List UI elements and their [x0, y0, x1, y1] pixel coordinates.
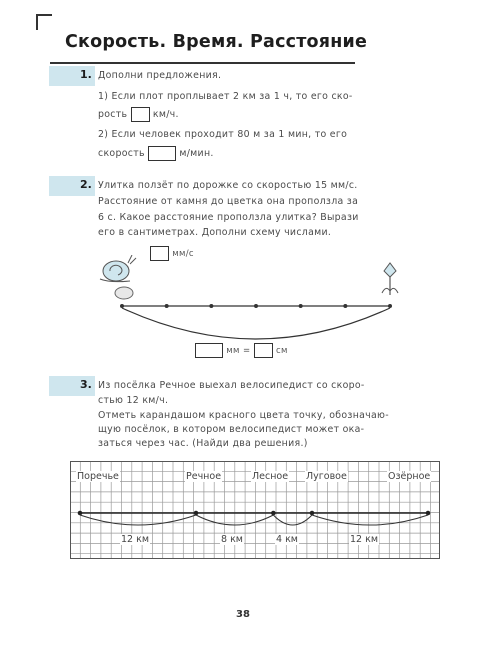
flower-icon: [382, 263, 398, 295]
distance-arc: [80, 515, 196, 525]
distance-arc: [273, 515, 312, 525]
page-title: Скорость. Время. Расстояние: [65, 32, 368, 52]
village-point[interactable]: [78, 511, 83, 516]
path-tick: [343, 304, 347, 308]
task-3-line-1: Из посёлка Речное выехал велосипедист со скоро-: [98, 380, 365, 391]
distance-lugovoe-ozyornoe: 12 км: [350, 534, 379, 545]
task-1-item2-line1: 2) Если человек проходит 80 м за 1 мин, то его: [98, 129, 348, 140]
path-tick: [299, 304, 303, 308]
task-3-line-5: заться через час. (Найди два решения.): [98, 438, 308, 449]
task-3-number: 3.: [80, 378, 92, 391]
snail-scheme: [90, 255, 420, 355]
cm-unit: см: [276, 346, 288, 356]
task-3-line-3: Отметь карандашом красного цвета точку, обозначаю-: [98, 410, 389, 421]
answer-box-cm[interactable]: [254, 343, 273, 358]
answer-box-walker-speed[interactable]: [148, 146, 176, 161]
distance-arc: [312, 515, 428, 525]
task-1-item2-unit: м/мин.: [179, 148, 214, 159]
answer-box-mm[interactable]: [195, 343, 223, 358]
task-1-item2-line2: [98, 146, 214, 161]
answer-box-raft-speed[interactable]: [131, 107, 150, 122]
path-tick: [165, 304, 169, 308]
village-lugovoe[interactable]: Луговое: [306, 471, 347, 482]
task-1-item1-line2: [98, 107, 179, 122]
village-point[interactable]: [310, 511, 315, 516]
snail-speed-unit: мм/с: [172, 249, 194, 259]
path-tick: [120, 304, 124, 308]
task-3-line-2: стью 12 км/ч.: [98, 395, 169, 406]
equals-sign: =: [243, 346, 251, 356]
task-1-number: 1.: [80, 68, 92, 81]
village-map: [70, 461, 440, 559]
village-point[interactable]: [271, 511, 276, 516]
task-2-line-3: 6 с. Какое расстояние проползла улитка? Вырази: [98, 212, 359, 223]
path-tick: [388, 304, 392, 308]
task-3-line-4: щую посёлок, в котором велосипедист может ока-: [98, 424, 365, 435]
path-tick: [209, 304, 213, 308]
page-number: 38: [236, 609, 250, 620]
village-porechye[interactable]: Поречье: [77, 471, 119, 482]
distance-lesnoe-lugovoe: 4 км: [276, 534, 298, 545]
task-2-line-1: Улитка ползёт по дорожке со скоростью 15 мм/с.: [98, 180, 358, 191]
snail-icon: [100, 255, 136, 282]
distance-rechnoe-lesnoe: 8 км: [221, 534, 243, 545]
title-block: [57, 28, 368, 62]
corner-mark: [36, 14, 52, 30]
task-1-item1-prefix: рость: [98, 109, 128, 120]
task-1-heading: Дополни предложения.: [98, 70, 222, 81]
task-2-line-4: его в сантиметрах. Дополни схему числами.: [98, 227, 332, 238]
distance-porechye-rechnoe: 12 км: [121, 534, 150, 545]
village-rechnoe[interactable]: Речное: [186, 471, 222, 482]
task-2-line-2: Расстояние от камня до цветка она проползла за: [98, 196, 359, 207]
village-point[interactable]: [426, 511, 431, 516]
distance-arc: [122, 308, 390, 339]
title-underline: [50, 62, 355, 64]
mm-unit: мм: [226, 346, 240, 356]
task-1-item2-prefix: скорость: [98, 148, 145, 159]
stone-icon: [115, 287, 133, 299]
village-lesnoe[interactable]: Лесное: [252, 471, 289, 482]
path-tick: [254, 304, 258, 308]
task-2-number: 2.: [80, 178, 92, 191]
task-1-item1-unit: км/ч.: [152, 109, 179, 120]
task-1-item1-line1: 1) Если плот проплывает 2 км за 1 ч, то его ско-: [98, 91, 353, 102]
conversion-row: [195, 343, 288, 358]
village-point[interactable]: [194, 511, 199, 516]
village-ozyornoe[interactable]: Озёрное: [388, 471, 431, 482]
